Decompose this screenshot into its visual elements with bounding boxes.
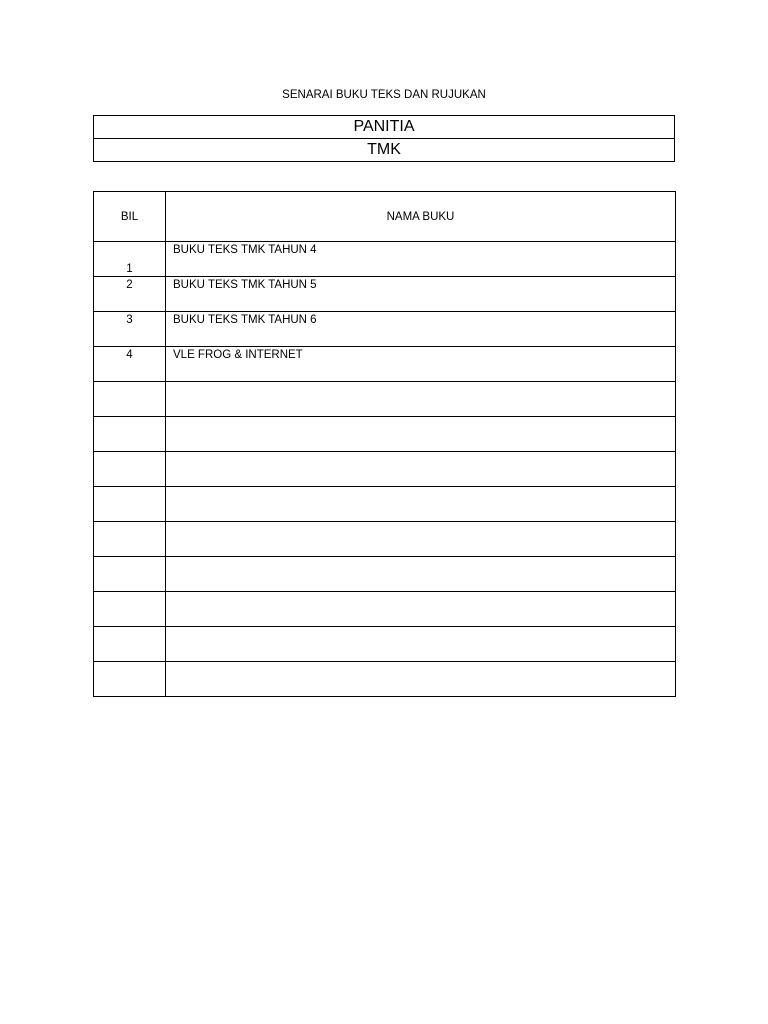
table-row <box>94 592 676 627</box>
book-name <box>166 627 676 662</box>
book-name <box>166 452 676 487</box>
column-header-nama-buku: NAMA BUKU <box>166 192 676 242</box>
table-row <box>94 382 676 417</box>
book-name <box>166 557 676 592</box>
row-number: 3 <box>94 312 166 347</box>
book-list-table <box>93 191 676 697</box>
row-number <box>94 662 166 697</box>
table-row <box>94 522 676 557</box>
row-number <box>94 627 166 662</box>
table-row <box>94 662 676 697</box>
panitia-label: PANITIA <box>94 116 675 139</box>
table-row <box>94 487 676 522</box>
table-row <box>94 347 676 382</box>
book-name <box>166 382 676 417</box>
table-row <box>94 242 676 277</box>
table-header-row <box>94 192 676 242</box>
row-number <box>94 487 166 522</box>
book-name <box>166 417 676 452</box>
document-title: SENARAI BUKU TEKS DAN RUJUKAN <box>282 89 486 101</box>
panitia-header-box <box>93 115 675 162</box>
book-name: BUKU TEKS TMK TAHUN 4 <box>166 242 676 277</box>
book-name <box>166 592 676 627</box>
row-number: 2 <box>94 277 166 312</box>
row-number: 4 <box>94 347 166 382</box>
row-number: 1 <box>94 242 166 277</box>
book-name: BUKU TEKS TMK TAHUN 5 <box>166 277 676 312</box>
table-row <box>94 277 676 312</box>
panitia-subject: TMK <box>94 139 675 162</box>
book-name <box>166 662 676 697</box>
book-name: BUKU TEKS TMK TAHUN 6 <box>166 312 676 347</box>
book-name <box>166 522 676 557</box>
row-number <box>94 452 166 487</box>
row-number <box>94 382 166 417</box>
book-name <box>166 487 676 522</box>
table-row <box>94 417 676 452</box>
table-row <box>94 557 676 592</box>
table-row <box>94 312 676 347</box>
book-name: VLE FROG & INTERNET <box>166 347 676 382</box>
column-header-bil: BIL <box>94 192 166 242</box>
row-number <box>94 522 166 557</box>
row-number <box>94 592 166 627</box>
table-row <box>94 452 676 487</box>
row-number <box>94 417 166 452</box>
row-number <box>94 557 166 592</box>
table-row <box>94 627 676 662</box>
